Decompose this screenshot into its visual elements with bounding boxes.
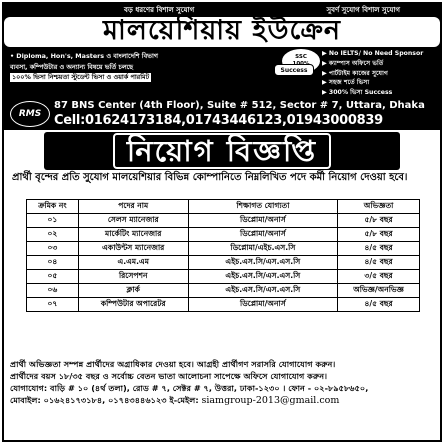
footer-line-3: যোগাযোগ: বাড়ি # ১০ (৪র্থ তলা), রোড # ৭, সেক্টর # ৭, উত্তরা, ঢাকা-১২৩০ । ফোন - ০২-৮৯৫৮৬৫০, (10, 383, 369, 393)
cell: এইচ.এস.সি/এস.এস.সি (188, 284, 338, 298)
feature-bullets (10, 51, 280, 83)
cell: ০১ (27, 214, 79, 228)
footer-line-4 (10, 394, 436, 407)
table-row (27, 284, 420, 298)
table-header-row (27, 200, 420, 214)
bullet-3: ১০০% ভিসা নিশ্চয়তা স্টুডেন্ট ভিসা ও ওয়ার্ক পারমিট (12, 73, 150, 81)
cell: ডিপ্লোমা/অনার্স (188, 214, 338, 228)
cell: একাউন্টস ম্যানেজার (78, 242, 188, 256)
cell: ৫/৮ বছর (338, 214, 420, 228)
cell: ৩/৫ বছর (338, 270, 420, 284)
cell: ০৩ (27, 242, 79, 256)
right-features (322, 49, 440, 98)
header-block (4, 4, 440, 98)
cell: অভিজ্ঞ/অনভিজ্ঞ (338, 284, 420, 298)
cell: এইচ.এস.সি/এস.এস.সি (188, 256, 338, 270)
cell: এ.এম.এম (78, 256, 188, 270)
cell: ৪/৫ বছর (338, 298, 420, 312)
top-right-text: সুবর্ণ সুযোগ বিশাল সুযোগ (326, 6, 400, 14)
cell: ডিপ্লোমা/অনার্স (188, 298, 338, 312)
footer-text (10, 358, 436, 407)
cell: ৪/৫ বছর (338, 242, 420, 256)
cell: রিসেপশন (78, 270, 188, 284)
header-experience: অভিজ্ঞতা (338, 200, 420, 214)
positions-table (26, 199, 420, 312)
bullet-2: ব্যবসা, কম্পিউটার ও অন্যান্য বিষয়ে ভর্তি চলছে (10, 62, 134, 71)
header-education: শিক্ষাগত যোগ্যতা (188, 200, 338, 214)
job-advertisement (2, 2, 442, 442)
cell: কম্পিউটার অপারেটর (78, 298, 188, 312)
cell: ৪/৫ বছর (338, 256, 420, 270)
footer-line-1: প্রার্থী অভিজ্ঞতা সম্পন্ন প্রার্থীদের অগ্রাধিকার দেওয়া হবে। আগ্রহী প্রার্থীগণ সরাসরি যোগাযোগ করুন। (10, 359, 336, 369)
recruitment-banner (44, 132, 400, 170)
table-row (27, 256, 420, 270)
mobile-text: মোবাইল: ০১৬২৪১৭৩১৮৪, ০১৭৪৩৪৪৬১২৩ ই-মেইল: (10, 395, 202, 405)
cell: মার্কেটিং ম্যানেজার (78, 228, 188, 242)
right-item-2: ▶ ক্যাম্পাস অফিসে ভর্তি (322, 59, 384, 67)
right-item-4: ▶ সহজ শর্তে ভিসা (322, 79, 370, 87)
address-bar (4, 98, 440, 130)
cell: ০৬ (27, 284, 79, 298)
address-line: 87 BNS Center (4th Floor), Suite # 512, Sector # 7, Uttara, Dhaka (54, 100, 425, 111)
table-row (27, 228, 420, 242)
headline-box (4, 14, 440, 47)
success-badge: Success (274, 64, 314, 76)
cell: ০৭ (27, 298, 79, 312)
cell: ডিপ্লোমা/অনার্স (188, 228, 338, 242)
cell: ০৫ (27, 270, 79, 284)
bullet-1: • Diploma, Hon's, Masters ও বাংলাদেশি বিভাগ (10, 52, 158, 60)
right-item-5: ▶ 300% ভিসা Success (322, 89, 393, 97)
cell: ৫/৮ বছর (338, 228, 420, 242)
badge-top: SSC (295, 54, 307, 60)
cell: ক্লার্ক (78, 284, 188, 298)
table-row (27, 242, 420, 256)
email-link[interactable]: siamgroup-2013@gmail.com (201, 395, 340, 406)
top-left-text: বড় ধরণের বিশাল সুযোগ (124, 6, 195, 14)
cell-line: Cell:01624173184,01743446123,01943000839 (54, 113, 383, 128)
header-serial: ক্রমিক নং (27, 200, 79, 214)
rms-logo: RMS (10, 101, 50, 127)
cell: ০২ (27, 228, 79, 242)
footer-line-2: প্রার্থীদের বয়স ১৮/৩৫ বছর ও সর্বোচ্চ বেতন ভাতা আলোচনা সাপেক্ষে অফিসে যোগাযোগ করুন। (10, 371, 328, 381)
right-item-3: ▶ পার্টটাইম কাজের সুযোগ (322, 69, 388, 77)
table-row (27, 270, 420, 284)
intro-text: প্রার্থী বৃন্দের প্রতি সু্যোগ মালয়েশিয়ার বিভিন্ন কোম্পানিতে নিম্নলিখিত পদে কর্মী নিয়োগ দেওয়া হবে। (12, 172, 408, 183)
cell: ডিপ্লোমা/এইচ.এস.সি (188, 242, 338, 256)
banner-title: নিয়োগ বিজ্ঞপ্তি (113, 133, 331, 169)
cell: সেলস ম্যানেজার (78, 214, 188, 228)
table-row (27, 214, 420, 228)
right-item-1: ▶ No IELTS/ No Need Sponsor (322, 50, 424, 57)
headline-title: মালয়েশিয়ায় ইউক্রেন (102, 14, 342, 46)
cell: এইচ.এস.সি/এস.এস.সি (188, 270, 338, 284)
header-position: পদের নাম (78, 200, 188, 214)
cell: ০৪ (27, 256, 79, 270)
table-row (27, 298, 420, 312)
